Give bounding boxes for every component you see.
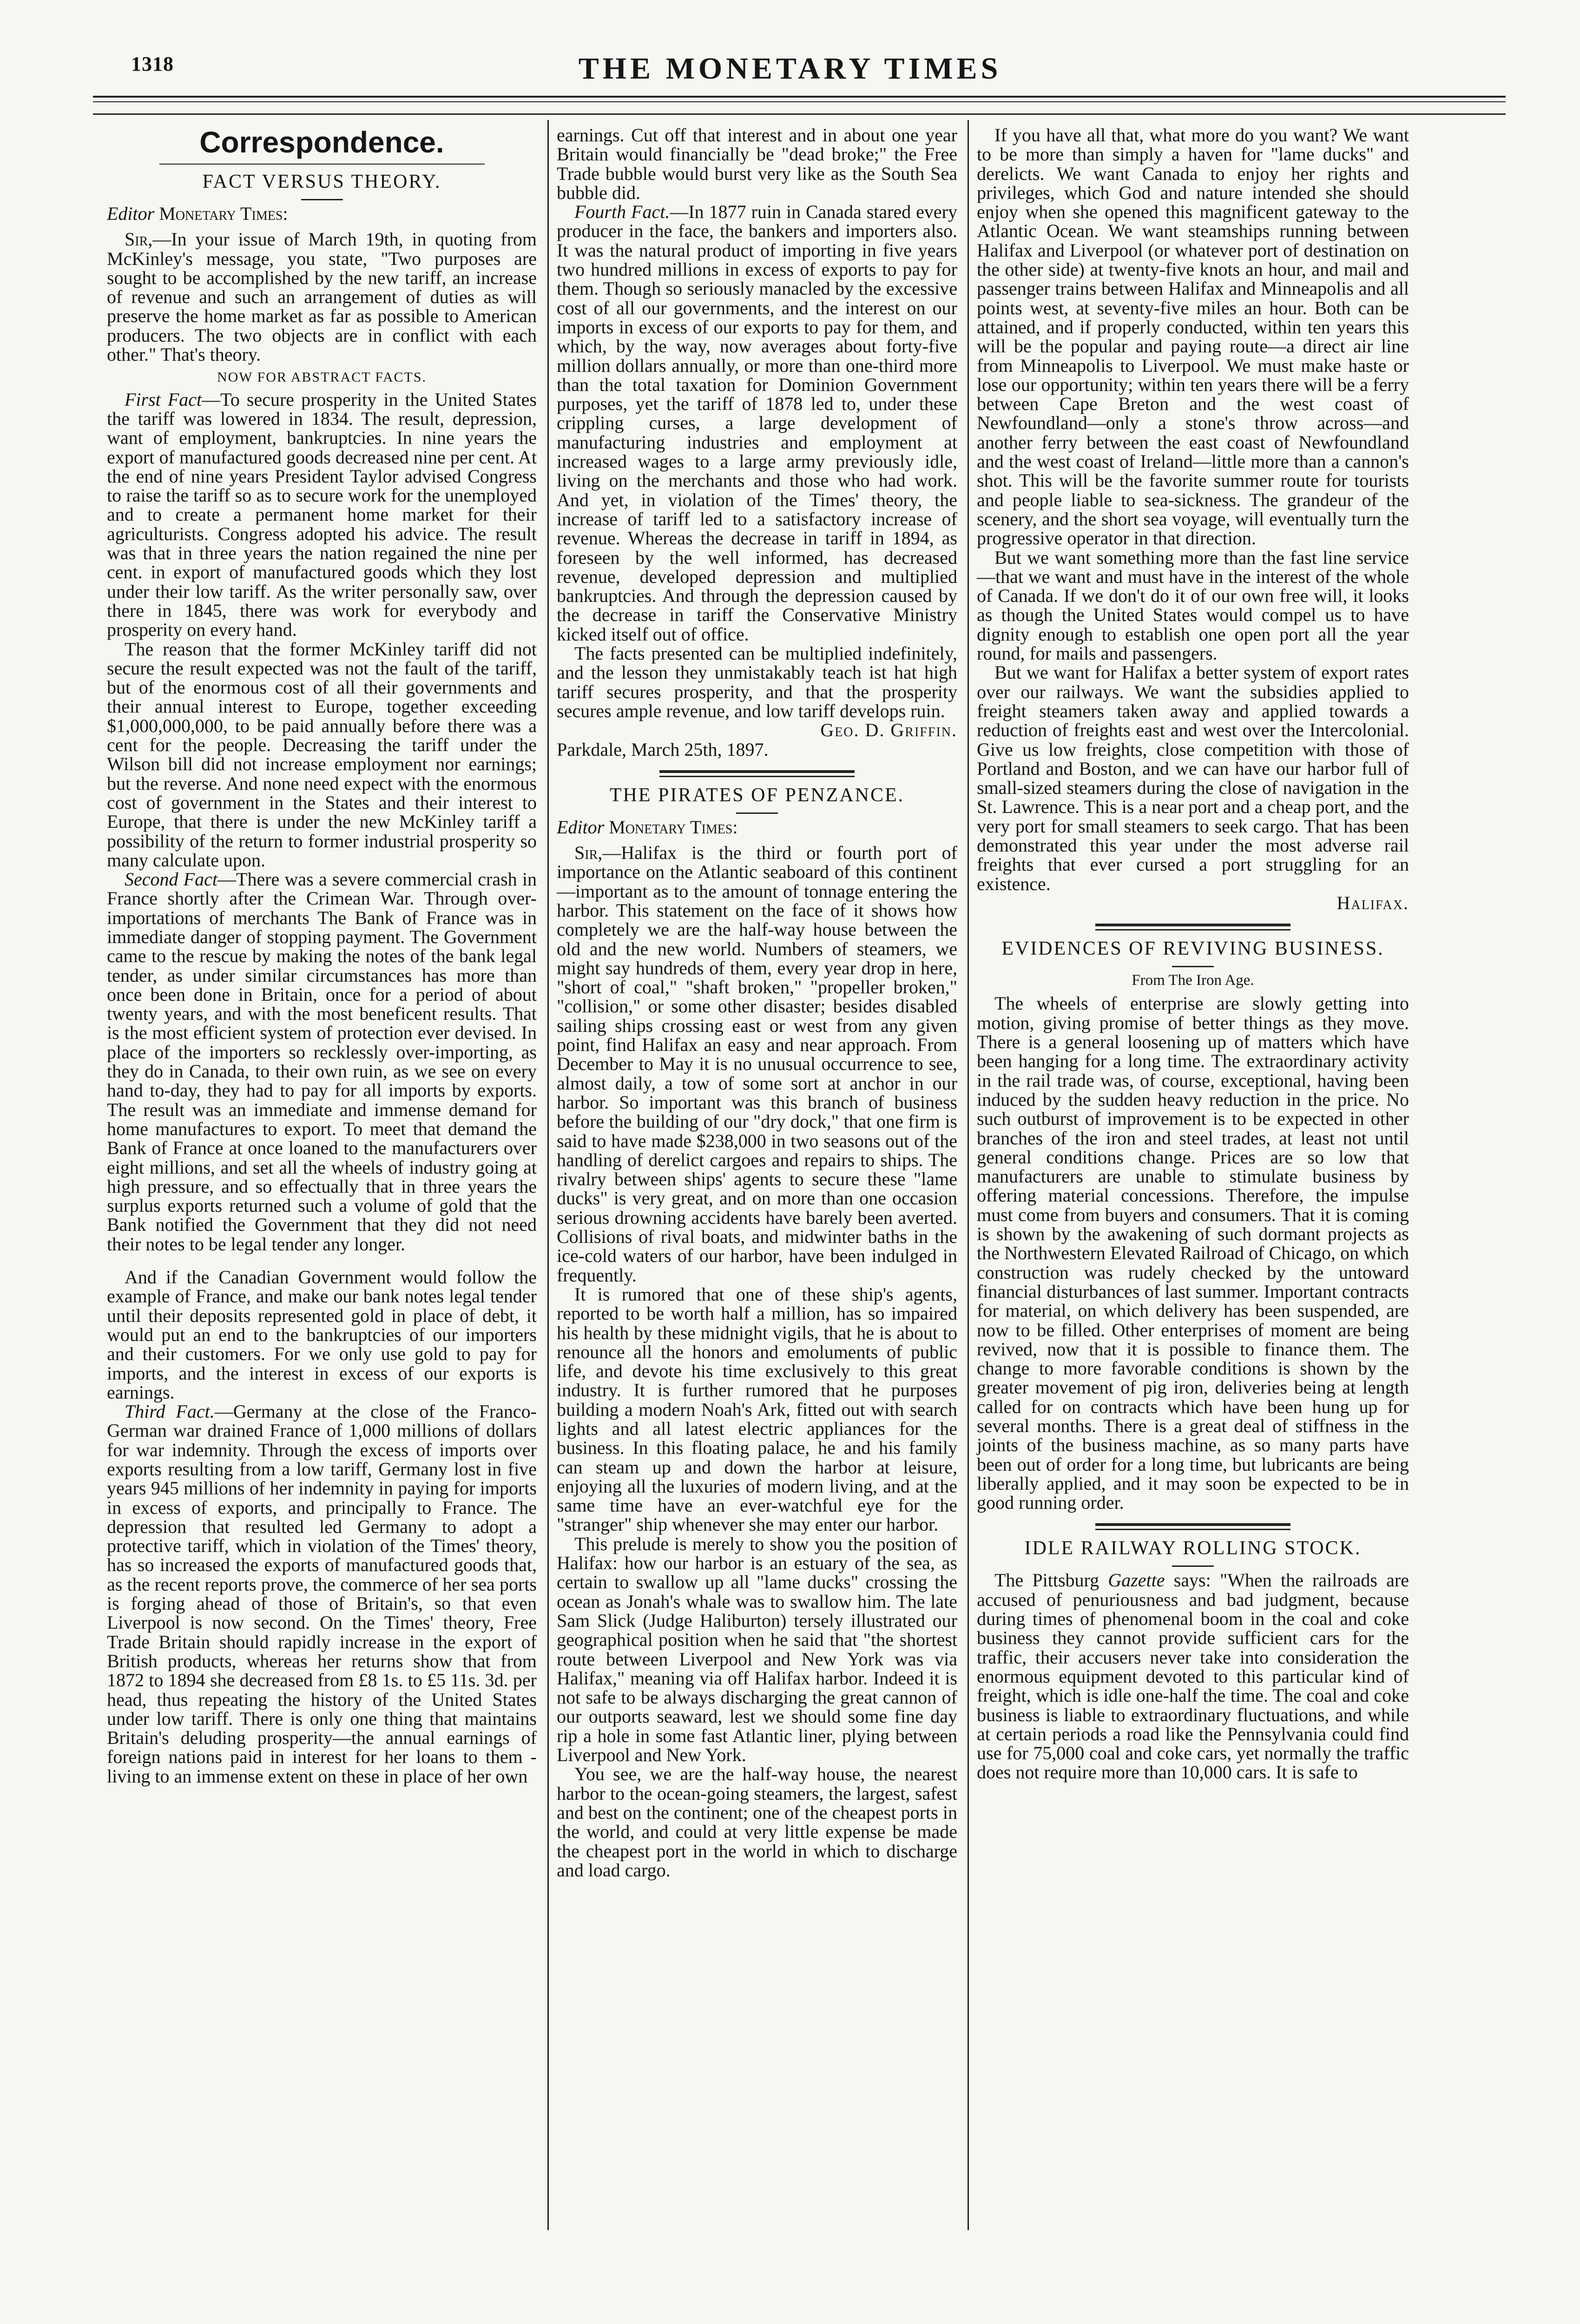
masthead-rule-top (93, 96, 1506, 98)
paragraph (107, 230, 537, 364)
editor-line (107, 204, 537, 223)
paragraph (977, 1571, 1409, 1782)
paragraph: The wheels of enterprise are slowly getting into motion, giving promise of better things as they move. There is a general loosening up of matters which have been hanging for a long time. The extraordinary activity in the rail trade was, of course, exceptional, having been induced by the sudden heavy reduction in the price. No such outburst of improvement is to be expected in other branches of the iron and steel trades, at least not until general conditions change. Prices are so low that manufacturers are unable to stimulate business by offering material concessions. Therefore, the impulse must come from buyers and consumers. That it is coming is shown by the awakening of such dormant projects as the Northwestern Elevated Railroad of Chicago, on which construction was rudely checked by the untoward financial disturbances of last summer. Important contracts for material, on which delivery has been suspended, are now to be filled. Other enterprises of moment are being revived, now that it is possible to finance them. The change to more favorable conditions is shown by the greater movement of pig iron, deliveries being at length called for on contracts which have been hung up for several months. There is a great deal of stiffness in the joints of the business machine, as so many parts have been out of order for a long time, but lubricants are being liberally applied, and it may soon be expected to be in good running order. (977, 993, 1409, 1513)
paragraph: You see, we are the half-way house, the nearest harbor to the ocean-going steamers, the largest, safest and best on the continent; one of the cheapest ports in the world, and could at very little expense be made the cheapest port in the world in which to discharge and load cargo. (557, 1763, 957, 1881)
editor-name: Monetary Times: (609, 816, 738, 838)
dateline: Parkdale, March 25th, 1897. (557, 739, 769, 760)
column-1 (107, 125, 537, 1786)
section-divider (1095, 1523, 1290, 1530)
paragraph (557, 843, 957, 1285)
section-title: Correspondence. (199, 125, 444, 159)
section-divider (659, 770, 855, 777)
paragraph-text: says: "When the railroads are accused of penuriousness and bad judgment, because during times of phenomenal boom in the coal and coke business they cannot provide sufficient cars for the traffic, their accusers never take into consideration the enormous equipment devoted to this particular kind of freight, which is idle one-half the time. The coal and coke business is liable to extraordinary fluctuations, and while at certain periods a road like the Pennsylvania could find use for 75,000 coal and coke cars, yet normally the traffic does not require more than 10,000 cars. It is safe to (977, 1570, 1409, 1783)
signature: Halifax. (1336, 892, 1409, 913)
source-line: From The Iron Age. (1132, 972, 1254, 989)
paragraph-text: —Halifax is the third or fourth port of importance on the Atlantic seaboard of this continent—important as to the amount of tonnage entering the harbor. This statement on the face of it shows how completely we are the half-way house between the old and the new world. Numbers of steamers, we might say hundreds of them, every year drop in here, "short of coal," "shaft broken," "propeller broken," "collision," or some other disaster; besides disabled sailing ships crossing east or west from any given point, find Halifax an easy and near approach. From December to May it is no unusual occurrence to see, almost daily, a tow of some sort at anchor in our harbor. So important was this branch of business before the building of our "dry dock," that one firm is said to have made $238,000 in two seasons out of the handling of derelict cargoes and repairs to ships. The rivalry between ships' agents to secure these "lame ducks" is very great, and on more than one occasion serious drowning accidents have barely been averted. Collisions of rival boats, and midwinter baths in the ice-cold waters of our harbor, have been indulged in frequently. (557, 842, 957, 1286)
editor-line (557, 818, 957, 837)
editor-label: Editor (557, 816, 605, 838)
paragraph-lead: Third Fact. (125, 1401, 215, 1422)
paragraph-text: —In your issue of March 19th, in quoting from McKinley's message, you state, "Two purposes are sought to be accomplished by the new tariff, an increase of revenue and such an arrangement of duties as will preserve the home market as far as possible to American producers. The two objects are in conflict with each other." That's theory. (107, 229, 537, 365)
paragraph (107, 390, 537, 640)
divider (301, 199, 343, 200)
paragraph: It is rumored that one of these ship's agents, reported to be worth half a million, has so impaired his health by these midnight vigils, that he is about to renounce all the honors and emoluments of public life, and devote his time exclusively to this great industry. It is further rumored that he purposes building a modern Noah's Ark, fitted out with search lights and all latest electric appliances for the business. In this floating palace, he and his family can steam up and down the harbor at leisure, enjoying all the luxuries of modern living, and at the same time have an ever-watchful eye for the "stranger" ship whenever she may enter our harbor. (557, 1283, 957, 1535)
column-3 (977, 125, 1409, 1782)
editor-label: Editor (107, 203, 155, 224)
divider (1172, 966, 1214, 967)
paragraph-text: The Pittsburg (994, 1570, 1099, 1591)
paragraph (107, 870, 537, 1254)
paragraph-lead: First Fact (125, 389, 202, 410)
column-2 (557, 125, 957, 1880)
signature: Geo. D. Griffin. (820, 720, 957, 741)
subhead: NOW FOR ABSTRACT FACTS. (217, 370, 427, 385)
column-divider-1 (547, 120, 549, 2230)
publication-name: Gazette (1108, 1570, 1165, 1591)
paragraph (107, 1402, 537, 1786)
section-divider (1095, 924, 1290, 931)
page-number: 1318 (131, 53, 174, 75)
paragraph: And if the Canadian Government would follow the example of France, and make our bank notes legal tender until their deposits represented gold in place of debt, it would put an end to the bankruptcies of our importers and their customers. For we only use gold to pay for imports, and the interest in excess of our exports is earnings. (107, 1267, 537, 1403)
article-heading: THE PIRATES OF PENZANCE. (609, 784, 905, 806)
masthead-rule-bottom (93, 101, 1506, 102)
paragraph-text: —In 1877 ruin in Canada stared every producer in the face, the bankers and importers also. It was the natural product of importing in five years two hundred millions in excess of exports to pay for them. Though so seriously manacled by the excessive cost of all our governments, and the interest on our imports in excess of our exports to pay for them, and which, by the way, now averages about forty-five million dollars annually, or more than one-third more than the total taxation for Dominion Government purposes, yet the tariff of 1878 led to, under these crippling curses, a large development of manufacturing industries and employment at increased wages to a large army previously idle, living on the merchants and those who had work. And yet, in violation of the Times' theory, the increase of tariff led to a satisfactory increase of revenue. Whereas the decrease in tariff in 1894, as foreseen by the well informed, has decreased revenue, developed depression and multiplied bankruptcies. And through the depression caused by the decrease in tariff the Conservative Ministry kicked itself out of office. (557, 201, 957, 645)
paragraph: The reason that the former McKinley tariff did not secure the result expected was not the fault of the tariff, but of the enormous cost of all their governments and their annual interest to Europe, together exceeding $1,000,000,000, to be paid annually before there was a cent for the people. Decreasing the tariff under the Wilson bill did not increase employment nor earnings; but the reverse. And none need expect with the enormous cost of government in the States and their interest to Europe, that there is under the new McKinley tariff a possibility of the return to former industrial prosperity so many calculate upon. (107, 638, 537, 871)
divider (1172, 1565, 1214, 1567)
article-heading: FACT VERSUS THEORY. (202, 171, 441, 192)
article-heading: EVIDENCES OF REVIVING BUSINESS. (1001, 938, 1384, 960)
divider (736, 812, 778, 814)
paragraph-lead: Second Fact (125, 869, 218, 890)
paragraph (557, 202, 957, 644)
paragraph: But we want something more than the fast line service—that we want and must have in the interest of the whole of Canada. If we don't do it of our own free will, it looks as though the United States would compel us to have dignity enough to establish one open port all the year round, for mails and passengers. (977, 547, 1409, 664)
salutation: Sir, (574, 842, 603, 864)
divider (159, 164, 485, 165)
salutation: Sir, (125, 229, 153, 250)
paragraph: But we want for Halifax a better system of export rates over our railways. We want the subsidies applied to freight steamers taken away and applied towards a reduction of freights east and west over the Intercolonial. Give us low freights, close competition with those of Portland and Boston, and we can have our harbor full of small-sized steamers during the close of navigation in the St. Lawrence. This is a near port and a cheap port, and the very port for small steamers to seek cargo. That has been demonstrated this year under the most adverse rail freights that ever cursed a port struggling for an existence. (977, 662, 1409, 894)
paragraph: If you have all that, what more do you want? We want to be more than simply a haven for "lame ducks" and derelicts. We want Canada to enjoy her rights and privileges, which God and nature intended she should enjoy when she opened this magnificent gateway to the Atlantic Ocean. We want steamships running between Halifax and Liverpool (or whatever port of destination on the other side) at twenty-five knots an hour, and mail and passenger trains between Halifax and Minneapolis and all points west, at seventy-five miles an hour. Both can be attained, and if properly conducted, within ten years this will be the popular and paying route—a direct air line from Minneapolis to Liverpool. We must make haste or lose our opportunity; within ten years there will be a ferry between Cape Breton and the west coast of Newfoundland—only a stone's throw across—and another ferry between the east coast of Newfoundland and the west coast of Ireland—little more than a cannon's shot. This will be the favorite summer route for tourists and people liable to sea-sickness. The grandeur of the scenery, and the short sea voyage, will eventually turn the progressive operator in that direction. (977, 125, 1409, 549)
paragraph: This prelude is merely to show you the position of Halifax: how our harbor is an estuary of the sea, as certain to swallow up all "lame ducks" crossing the ocean as Jonah's whale was to swallow him. The late Sam Slick (Judge Haliburton) tersely illustrated our geographical position when he said that "the shortest route between Liverpool and New York was via Halifax," meaning via off Halifax harbor. Indeed it is not safe to be always discharging the great cannon of our outports seaward, lest we should some fine day rip a hole in some fast Atlantic liner, plying between Liverpool and New York. (557, 1533, 957, 1766)
paragraph-text: —To secure prosperity in the United States the tariff was lowered in 1834. The result, depression, want of employment, bankruptcies. In nine years the export of manufactured goods decreased nine per cent. At the end of nine years President Taylor advised Congress to raise the tariff so as to secure work for the unemployed and to create a permanent home market for their agriculturists. Congress adopted his advice. The result was that in three years the nation regained the nine per cent. in export of manufactured goods which they lost under their low tariff. As the writer personally saw, over there in 1845, there was work for everybody and prosperity on every hand. (107, 389, 537, 640)
paragraph-text: —Germany at the close of the Franco-German war drained France of 1,000 millions of dollars for war indemnity. Through the excess of imports over exports resulting from a low tariff, Germany lost in five years 945 millions of her indemnity in paying for imports in excess of exports, and principally to France. The depression that resulted led Germany to adopt a protective tariff, which in violation of the Times' theory, has so increased the exports of manufactured goods that, as the recent reports prove, the commerce of her sea ports is forging ahead of those of Britain's, so that even Liverpool is now second. On the Times' theory, Free Trade Britain should rapidly increase in the export of British products, whereas her returns show that from 1872 to 1894 she decreased from £8 1s. to £5 11s. 3d. per head, thus repeating the history of the United States under low tariff. There is only one thing that maintains Britain's deluding prosperity—the annual earnings of foreign nations paid in interest for her loans to them - living to an immense extent on these in place of her own (107, 1401, 537, 1787)
paragraph: earnings. Cut off that interest and in about one year Britain would financially be "dead broke;" the Free Trade bubble would burst very like as the South Sea bubble did. (557, 125, 957, 203)
editor-name: Monetary Times: (159, 203, 288, 224)
masthead-rule-third (93, 113, 1506, 115)
paragraph-text: —There was a severe commercial crash in France shortly after the Crimean War. Through over-importations of merchants The Bank of France was in immediate danger of stopping payment. The Government came to the rescue by making the notes of the bank legal tender, as under similar circumstances has more than once been done in Britain, once for a period of about twenty years, and with the most beneficent results. That is the most efficient system of protection ever devised. In place of the importers so recklessly over-importing, as they do in Canada, to their own ruin, as we see on every hand to-day, they had to pay for all imports by exports. The result was an immediate and immense demand for home manufactures to export. To meet that demand the Bank of France at once loaned to the manufacturers over eight millions, and set all the wheels of industry going at high pressure, and so effectually that in three years the surplus exports returned such a volume of gold that the Bank notified the Government that they did not need their notes to be legal tender any longer. (107, 869, 537, 1254)
article-heading: IDLE RAILWAY ROLLING STOCK. (1024, 1538, 1362, 1559)
paragraph: The facts presented can be multiplied indefinitely, and the lesson they unmistakably teach ist hat high tariff secures prosperity, and that the prosperity secures ample revenue, and low tariff develops ruin. (557, 643, 957, 721)
masthead: THE MONETARY TIMES (578, 52, 1002, 86)
column-divider-2 (968, 120, 969, 2230)
paragraph-lead: Fourth Fact. (574, 201, 670, 223)
